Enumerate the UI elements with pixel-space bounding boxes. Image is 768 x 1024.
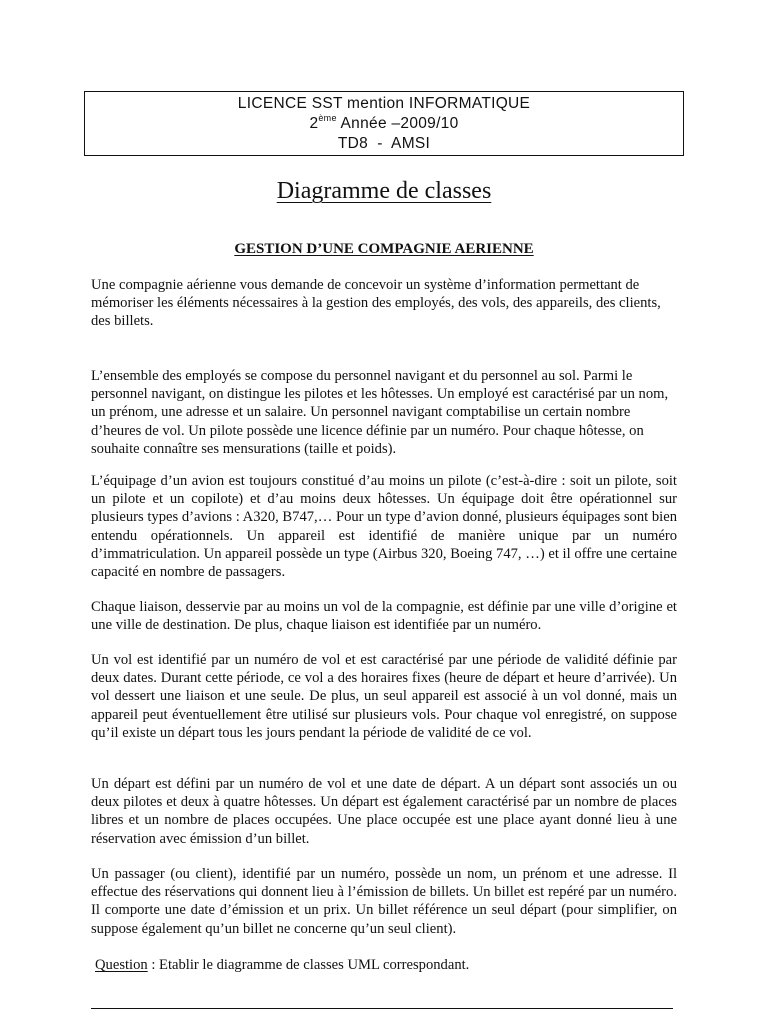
paragraph-departure: Un départ est défini par un numéro de vol et une date de départ. A un départ sont associés un ou deux pilotes et deux à quatre hôtesses. Un départ est également caractérisé par un nombre de places libres et un nombre de places occupées. Une place occupée est une place ayant donné lieu à une réservation avec émission d’un billet.: [91, 776, 677, 847]
paragraph-passenger: Un passager (ou client), identifié par un numéro, possède un nom, un prénom et une adresse. Il effectue des réservations qui donnent lieu à l’émission de billets. Un billet est repéré par un numéro. Il comporte une date d’émission et un prix. Un billet référence un seul départ (pour simplifier, on suppose également qu’un billet ne concerne qu’un seul client).: [91, 866, 677, 937]
header-td-line: TD8 - AMSI: [337, 135, 431, 152]
question-line: [95, 956, 681, 974]
header-course-line: LICENCE SST mention INFORMATIQUE: [237, 95, 531, 112]
paragraph-intro: Une compagnie aérienne vous demande de concevoir un système d’information permettant de mémoriser les éléments nécessaires à la gestion des employés, des vols, des appareils, des clients, des billets.: [91, 277, 661, 330]
header-year-number: 2: [309, 115, 319, 132]
page-subtitle: GESTION D’UNE COMPAGNIE AERIENNE: [234, 241, 534, 257]
question-label: Question: [95, 957, 148, 973]
course-header-box: [84, 91, 684, 156]
header-year-line: [85, 114, 683, 134]
footer-divider: [91, 1008, 673, 1009]
page-title: Diagramme de classes: [276, 178, 492, 204]
paragraph-liaison: Chaque liaison, desservie par au moins un vol de la compagnie, est définie par une ville d’origine et une ville de destination. De plus, chaque liaison est identifiée par un numéro.: [91, 599, 677, 634]
question-text: : Etablir le diagramme de classes UML correspondant.: [147, 957, 470, 973]
header-year-superscript: ème: [318, 113, 337, 123]
paragraph-crew: L’équipage d’un avion est toujours constitué d’au moins un pilote (c’est-à-dire : soit un pilote, soit un pilote et un copilote) et d’au moins deux hôtesses. Un équipage doit être opérationnel sur plusieurs types d’avions : A320, B747,… Pour un type d’avion donné, plusieurs équipages sont bien entendu opérationnels. Un appareil est identifié de manière unique par un numéro d’immatriculation. Un appareil possède un type (Airbus 320, Boeing 747, …) et il offre une certaine capacité en nombre de passagers.: [91, 473, 677, 581]
paragraph-employees: L’ensemble des employés se compose du personnel navigant et du personnel au sol. Parmi le personnel navigant, on distingue les pilotes et les hôtesses. Un employé est caractérisé par un nom, un prénom, une adresse et un salaire. Un personnel navigant comptabilise un certain nombre d’heures de vol. Un pilote possède une licence définie par un numéro. Pour chaque hôtesse, on souhaite connaître ses mensurations (taille et poids).: [91, 368, 669, 457]
paragraph-flight: Un vol est identifié par un numéro de vol et est caractérisé par une période de validité définie par deux dates. Durant cette période, ce vol a des horaires fixes (heure de départ et heure d’arrivée). Un vol dessert une liaison et une seule. De plus, un seul appareil est associé à un vol donné, mais un appareil peut éventuellement être utilisé sur plusieurs vols. Pour chaque vol enregistré, on suppose qu’il existe un départ tous les jours pendant la période de validité de ce vol.: [91, 652, 677, 741]
header-year-text: Année –2009/10: [336, 115, 459, 132]
